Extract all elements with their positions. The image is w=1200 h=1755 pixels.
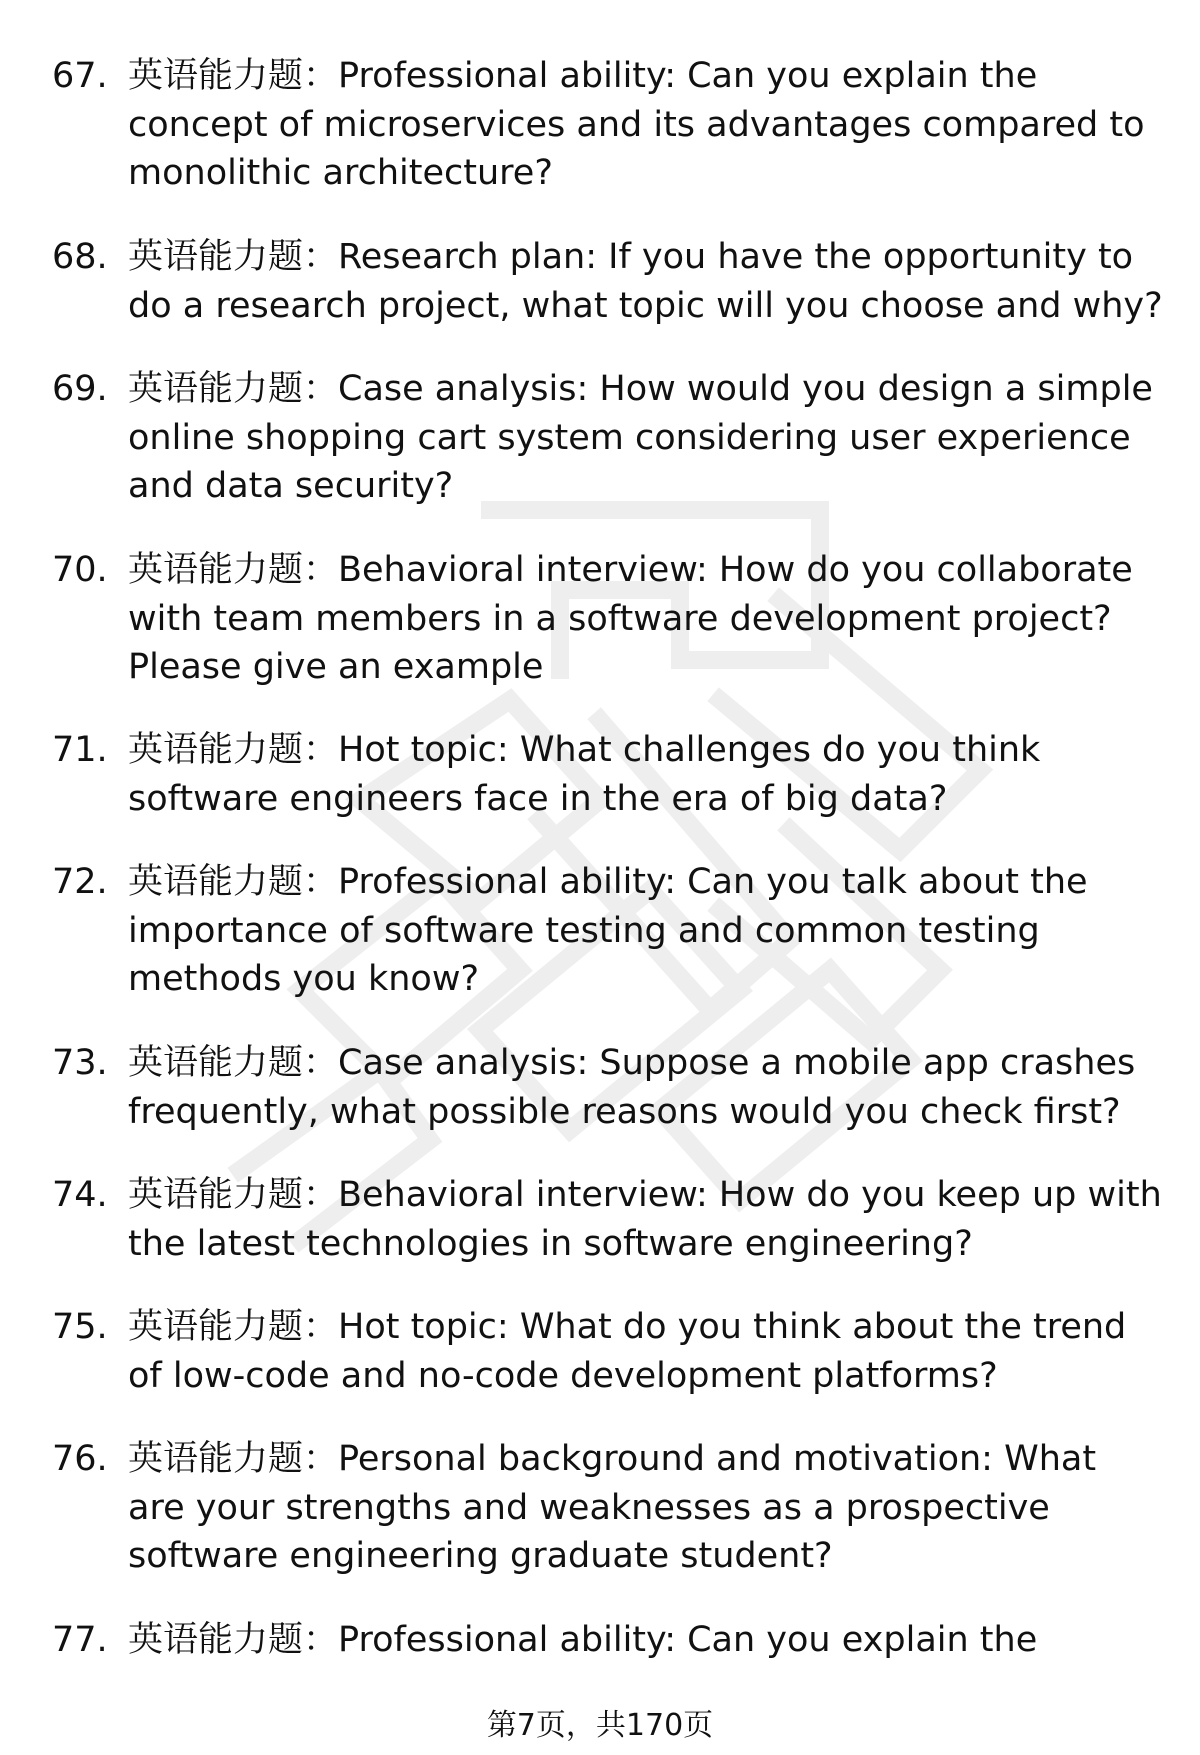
question-line: and data security? <box>128 466 454 506</box>
question-line: the latest technologies in software engineering? <box>128 1223 973 1264</box>
question-text <box>128 726 1162 823</box>
question-item <box>52 1435 1162 1581</box>
question-text <box>128 52 1162 198</box>
question-text <box>128 365 1162 511</box>
question-item <box>52 1303 1162 1400</box>
question-number: 67. <box>52 56 108 96</box>
question-number: 69. <box>52 369 108 409</box>
question-text <box>128 1616 1162 1665</box>
question-item <box>52 726 1162 823</box>
question-line: Please give an example <box>128 647 544 687</box>
question-line: are your strengths and weaknesses as a prospective <box>128 1487 1050 1528</box>
page-number-footer: 第7页，共170页 <box>486 1708 714 1743</box>
question-line: 英语能力题：Behavioral interview: How do you collaborate <box>128 550 1133 590</box>
question-line: monolithic architecture? <box>128 153 553 193</box>
question-number: 74. <box>52 1175 108 1215</box>
question-line: concept of microservices and its advantages compared to <box>128 104 1145 145</box>
question-line: with team members in a software development project? <box>128 598 1112 639</box>
question-line: 英语能力题：Professional ability: Can you explain the <box>128 1620 1038 1660</box>
question-line: 英语能力题：Professional ability: Can you talk about the <box>128 862 1088 902</box>
question-number: 71. <box>52 730 108 770</box>
question-text <box>128 1171 1162 1268</box>
question-line: 英语能力题：Hot topic: What challenges do you think <box>128 730 1041 770</box>
question-item <box>52 546 1162 692</box>
question-item <box>52 1039 1162 1136</box>
question-line: software engineering graduate student? <box>128 1536 833 1576</box>
question-line: 英语能力题：Case analysis: How would you design a simple <box>128 369 1153 409</box>
question-line: methods you know? <box>128 959 480 999</box>
question-text <box>128 1435 1162 1581</box>
question-text <box>128 858 1162 1004</box>
question-text <box>128 1039 1162 1136</box>
question-item <box>52 52 1162 198</box>
question-line: online shopping cart system considering user experience <box>128 417 1131 458</box>
question-line: do a research project, what topic will you choose and why? <box>128 285 1163 326</box>
question-item <box>52 858 1162 1004</box>
question-item <box>52 365 1162 511</box>
question-line: software engineers face in the era of big data? <box>128 778 948 819</box>
question-number: 75. <box>52 1307 108 1347</box>
question-text <box>128 1303 1162 1400</box>
question-number: 72. <box>52 862 108 902</box>
question-line: 英语能力题：Research plan: If you have the opportunity to <box>128 237 1134 277</box>
question-line: importance of software testing and common testing <box>128 910 1040 951</box>
question-line: 英语能力题：Personal background and motivation: What <box>128 1439 1097 1479</box>
question-number: 68. <box>52 237 108 277</box>
question-line: frequently, what possible reasons would you check first? <box>128 1091 1121 1132</box>
question-item <box>52 233 1162 330</box>
question-text <box>128 233 1162 330</box>
question-number: 76. <box>52 1439 108 1479</box>
question-number: 73. <box>52 1043 108 1083</box>
question-text <box>128 546 1162 692</box>
question-number: 70. <box>52 550 108 590</box>
question-line: of low-code and no-code development platforms? <box>128 1355 998 1396</box>
question-line: 英语能力题：Behavioral interview: How do you keep up with <box>128 1175 1162 1215</box>
question-item <box>52 1171 1162 1268</box>
question-line: 英语能力题：Professional ability: Can you explain the <box>128 56 1038 96</box>
question-number: 77. <box>52 1620 108 1660</box>
question-item <box>52 1616 1162 1665</box>
question-line: 英语能力题：Hot topic: What do you think about the trend <box>128 1307 1127 1347</box>
question-line: 英语能力题：Case analysis: Suppose a mobile app crashes <box>128 1043 1136 1083</box>
